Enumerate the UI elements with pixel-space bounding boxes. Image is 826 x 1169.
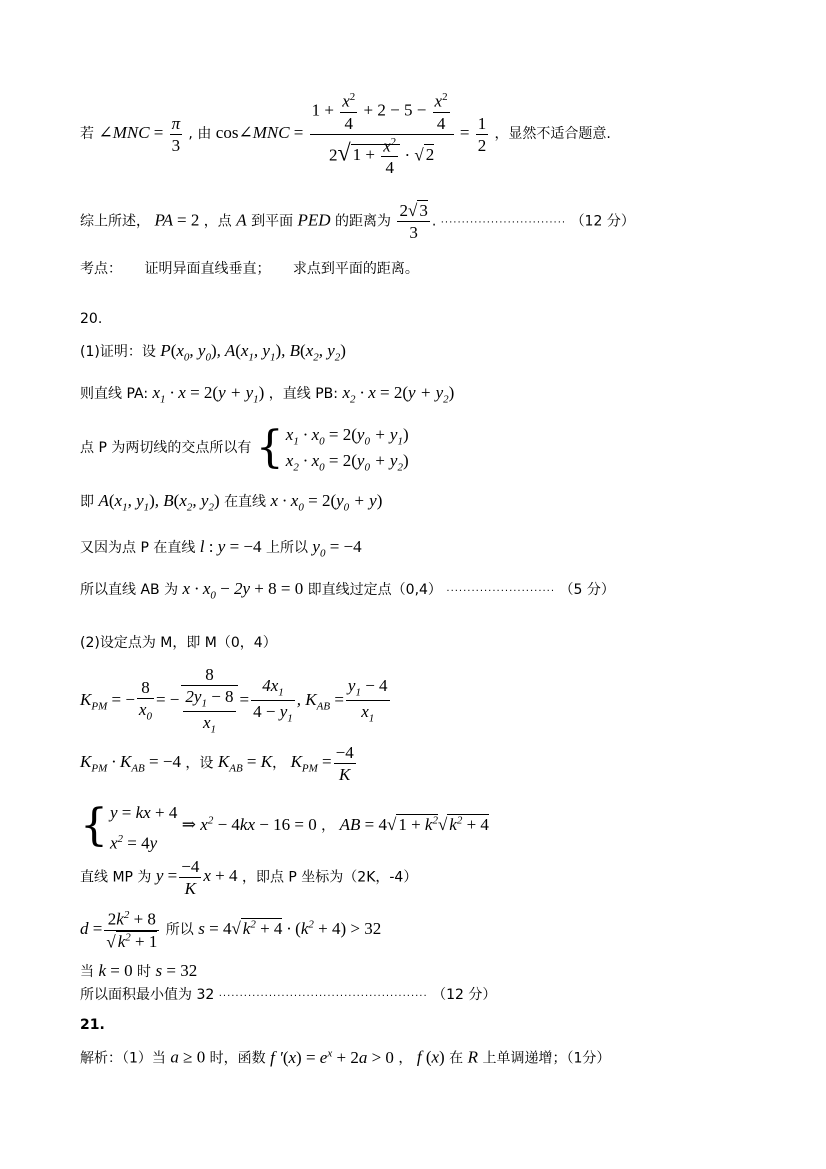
line-p-on-l: 又因为点 P 在直线 l : y = −4 上所以 $y_0 = -4$ [80, 537, 362, 560]
line-conclusion: 综上所述， PA = 2 ，点 A 到平面 PED 的距离为 $\frac{2√ 3}{3}$ . ······························ （12 分） [80, 201, 635, 242]
problem-number-20: 20. [80, 311, 103, 327]
line-part2-setup: (2)设定点为 M，即 M（0，4） [80, 635, 277, 651]
line-angle-mnc: 若 ∠MNC = $\frac{\pi}{3}$ , 由 cos∠MNC = 1 + $\frac{x^2}{4}$ + 2 − 5 − $\frac{x^2}{4}$ 2√ 1 + $\frac{x^2}{4}$ · √ 2 = $\frac{1}{2}$ ，显然不适合题意. [80, 91, 611, 178]
line-kaodian: 考点： 证明异面直线垂直； 求点到平面的距离。 [80, 261, 419, 277]
line-proof-setup: (1)证明：设 $P(x_0$, $y_0$), $A(x_1$, $y_1$), $B(x_2$, $y_2$) [80, 341, 346, 364]
line-system-parabola: { y = kx + 4 $x^2 = 4y$ ⇒ $x^2 - 4kx - 16 = 0$ ， AB = 4√ $1 + k^2√$ $k^2 + 4$ [80, 800, 489, 853]
line-slopes: $K_{PM}$ = − $\frac{8}{x_0}$ = − $\frac{8}{\frac{2y_1 - 8}{x_1}}$ = $\frac{4x_1}{4 - y_1}$ , $K_{AB}$ = $\frac{y_1 - 4}{x_1}$ [80, 665, 388, 736]
line-solution-21: 解析：（1）当 a ≥ 0 时，函数 f $'(x) = e^x + 2a > 0$ ， f (x) 在 R 上单调递增；（1分） [80, 1047, 611, 1067]
line-ab-on-line: 即 $A(x_1$, $y_1$), $B(x_2$, $y_2$) 在直线 $x \cdot x_0 = 2(y_0 + y)$ [80, 491, 383, 514]
formula-cos: cos∠MNC = 1 + $\frac{x^2}{4}$ + 2 − 5 − $\frac{x^2}{4}$ 2√ 1 + $\frac{x^2}{4}$ · √ 2 = $\frac{1}{2}$ [215, 91, 487, 178]
line-pa-pb: 则直线 PA: $x_1 \cdot x = 2(y + y_1)$ ，直线 PB: $x_2 \cdot x = 2(y + y_2)$ [80, 383, 455, 406]
line-mp: 直线 MP 为 y = $\frac{-4}{K}$ x + 4 ，即点 P 坐标为（2K，-4） [80, 857, 418, 898]
line-system-p: 点 P 为两切线的交点所以有 { $x_1 \cdot x_0 = 2(y_0 + y_1)$ $x_2 \cdot x_0 = 2(y_0 + y_2)$ [80, 422, 409, 474]
line-ab-fixed-point: 所以直线 AB 为 $x \cdot x_0 - 2y + 8 = 0$ 即直线过定点（0,4） ·························· （5 分） [80, 579, 615, 602]
line-k-zero: 当 k = 0 时 s = 32 [80, 961, 198, 980]
problem-number-21: 21. [80, 1017, 105, 1033]
line-min-area: 所以面积最小值为 32 ·················································· （12 分） [80, 987, 497, 1003]
formula-angle: ∠MNC = $\frac{\pi}{3}$ [98, 113, 181, 155]
line-distance: d = $\frac{2k^2 + 8}{√ k^2 + 1}$ 所以 s = 4√ $k^2 + 4 \cdot (k^2 + 4) > 32$ [80, 909, 382, 952]
line-slope-product: $K_{PM} \cdot K_{AB} = -4$ ，设 $K_{AB} = K$， $K_{PM}$ = $\frac{-4}{K}$ [80, 743, 354, 784]
